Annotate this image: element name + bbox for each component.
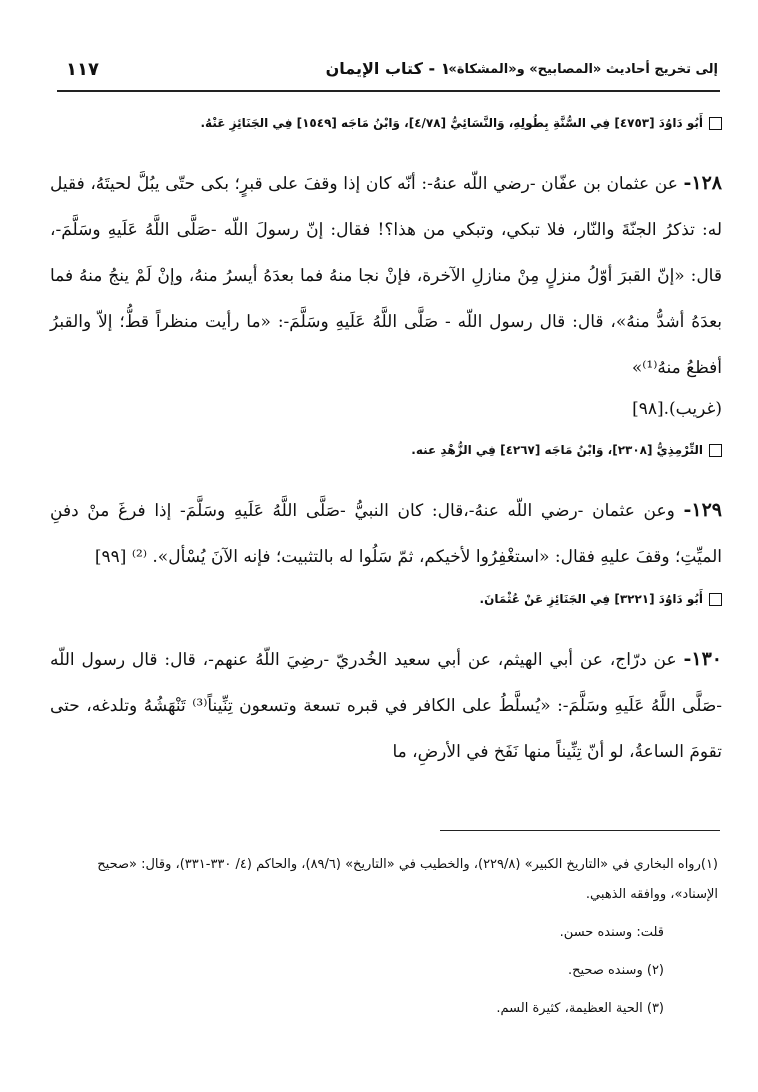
hadith-number: ١٢٩- bbox=[683, 499, 722, 521]
hadith-number: ١٣٠- bbox=[683, 648, 722, 670]
source-note-128 bbox=[50, 439, 722, 461]
footnote-2: (٢) وسنده صحيح. bbox=[567, 963, 664, 978]
hadith-text: عن عثمان بن عفّان -رضي اللّه عنهُ-: أنّه كان إذا وقفَ على قبرٍ؛ بكى حتّى يبُلَّ لحيتَهُ، فقيل له: تذكرُ الجنّةَ والنّار، فلا تبكي، وتبكي من هذا؟! فقال: إنّ رسولَ اللّه -صَلَّى اللَّهُ عَلَيهِ وسَلَّمَ-، قال: «إنّ القبرَ أوّلُ منزلٍ مِنْ منازلِ الآخرة، فإنْ نجا منهُ فما بعدَهُ أيسرُ منهُ، وإنْ لَمْ ينجُ منهُ فما بعدَهُ أشدُّ منهُ»، قال: قال رسول اللّه - صَلَّى اللَّهُ عَلَيهِ وسَلَّمَ-: «ما رأيت منظراً قطُّ؛ إلاّ والقبرُ أفظعُ منهُ⁽¹⁾» bbox=[50, 174, 722, 378]
footnote-3: (٣) الحية العظيمة، كثيرة السم. bbox=[496, 1001, 664, 1016]
hadith-grade: (غريب).[٩٨] bbox=[632, 399, 722, 419]
hadith-128 bbox=[50, 160, 722, 391]
hadith-number: ١٢٨- bbox=[683, 172, 722, 194]
footnotes bbox=[52, 850, 718, 1024]
footnote-1: (١)رواه البخاري في «التاريخ الكبير» (٢٢٩/٨)، والخطيب في «التاريخ» (٨٩/٦)، والحاكم (٤/ ٣٣٠-٣٣١)، وقال: «صحيح الإسناد»، ووافقه الذهبي. bbox=[97, 857, 718, 902]
hadith-130 bbox=[50, 636, 722, 775]
hadith-text: عن درّاج، عن أبي الهيثم، عن أبي سعيد الخُدريّ -رضِيَ اللّهُ عنهم-، قال: قال رسول اللّه -صَلَّى اللَّهُ عَلَيهِ وسَلَّمَ-: «يُسلَّطُ على الكافر في قبره تسعة وتسعون تِنِّيناً⁽³⁾ تَنْهَشُهُ وتلدغه، حتى تقومَ الساعةُ، لو أنّ تِنِّيناً منها نَفَخ في الأرضِ، ما bbox=[50, 650, 723, 762]
header-divider bbox=[57, 90, 720, 92]
source-note-prev bbox=[50, 112, 722, 134]
chapter-title: ١ - كتاب الإيمان bbox=[325, 59, 451, 78]
main-text bbox=[50, 104, 722, 775]
footnote-divider bbox=[440, 830, 720, 831]
source-note-text: أَبُو دَاوُدَ [٤٧٥٣] فِي السُّنَّةِ بِطُولِهِ، وَالنَّسَائِيُّ [٤/٧٨]، وَابْنُ مَاجَه [١٥٤٩] فِي الجَنَائِزِ عَنْهُ. bbox=[200, 116, 703, 130]
source-note-129 bbox=[50, 588, 722, 610]
square-bullet-icon bbox=[709, 444, 722, 457]
footnote-1-remark: قلت: وسنده حسن. bbox=[559, 925, 664, 940]
square-bullet-icon bbox=[709, 593, 722, 606]
hadith-text: وعن عثمان -رضي اللّه عنهُ-،قال: كان النبيُّ -صَلَّى اللَّهُ عَلَيهِ وسَلَّمَ- إذا فرغَ منْ دفنِ الميِّتِ؛ وقفَ عليهِ فقال: «استغْفِرُوا لأخيكم، ثمّ سَلُوا له بالتثبيت؛ فإنه الآنَ يُسْأل». ⁽²⁾ [٩٩] bbox=[50, 501, 722, 567]
source-note-text: التِّرْمِذِيُّ [٢٣٠٨]، وَابْنُ مَاجَه [٤٢٦٧] فِي الزُّهْدِ عنه. bbox=[411, 443, 703, 457]
running-header bbox=[58, 58, 718, 86]
book-title: إلى تخريج أحاديث «المصابيح» و«المشكاة» bbox=[448, 62, 718, 77]
square-bullet-icon bbox=[709, 117, 722, 130]
source-note-text: أَبُو دَاوُدَ [٣٢٢١] فِي الجَنَائِزِ عَنْ عُثْمَانَ. bbox=[479, 592, 703, 606]
page-number: ١١٧ bbox=[66, 59, 99, 80]
hadith-129 bbox=[50, 487, 722, 580]
